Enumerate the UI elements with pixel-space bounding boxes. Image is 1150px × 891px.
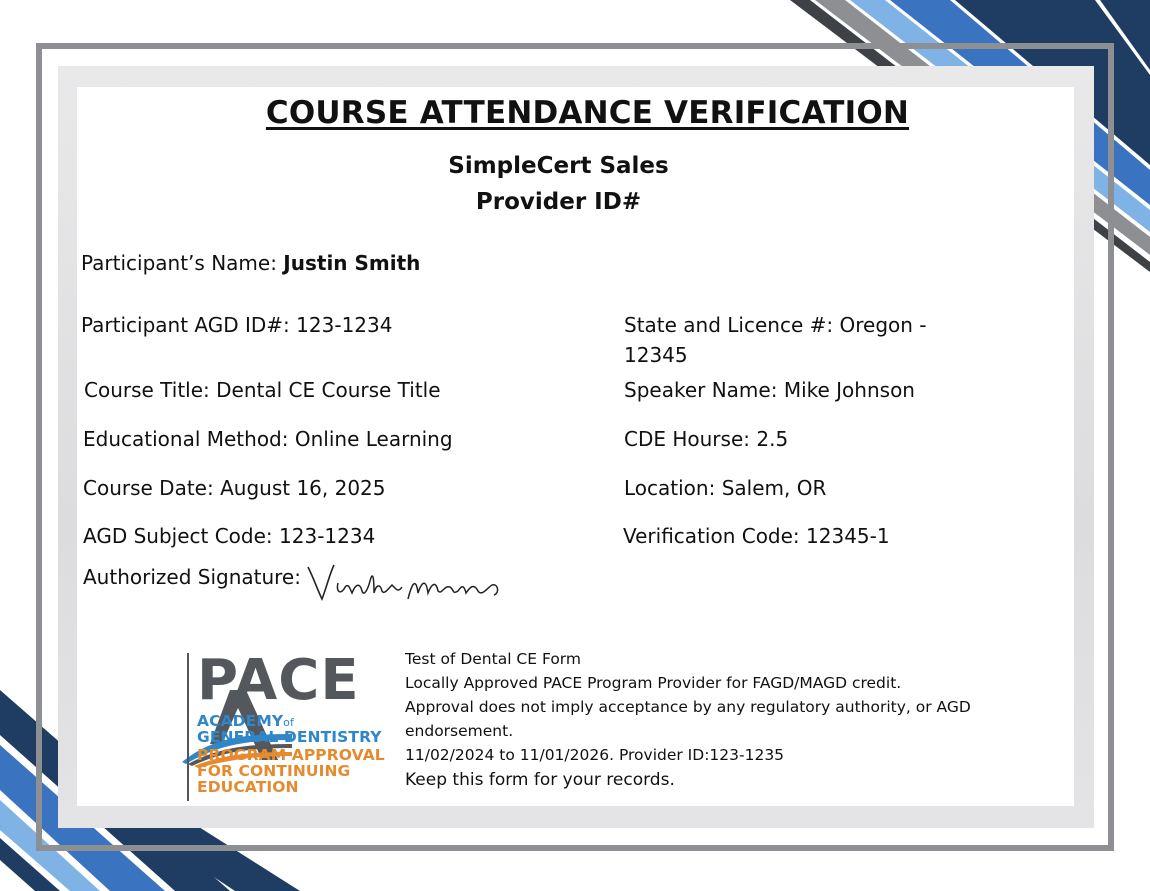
notes-line-1: Test of Dental CE Form [405,650,582,668]
approval-notes [405,647,985,792]
authorized-signature-field [83,562,301,592]
certificate-title: COURSE ATTENDANCE VERIFICATION [265,95,910,131]
state-license-value: Oregon - [839,313,927,337]
authorized-signature-label: Authorized Signature: [83,565,301,589]
participant-agd-id-field [81,310,392,340]
course-date-field [83,473,386,503]
participant-name-label: Participant’s Name: [81,251,277,275]
provider-block [77,148,1040,220]
course-date-label: Course Date: [83,476,214,500]
educational-method-label: Educational Method: [83,427,289,451]
provider-name: SimpleCert Sales [448,153,669,179]
verification-code-label: Verification Code: [623,524,800,548]
verification-code-value: 12345-1 [806,524,890,548]
certificate-card [77,87,1074,806]
location-value: Salem, OR [721,476,827,500]
course-title-field [84,375,441,405]
pace-general-dentistry: GENERAL DENTISTRY [197,728,382,746]
pace-academy-text: ACADEMY [197,712,284,730]
educational-method-field [83,424,453,454]
cde-hours-label: CDE Hourse: [624,427,750,451]
agd-subject-code-label: AGD Subject Code: [83,524,273,548]
notes-line-2: Locally Approved PACE Program Provider for FAGD/MAGD credit. [405,674,902,692]
participant-name-field [81,248,420,278]
course-date-value: August 16, 2025 [220,476,386,500]
educational-method-value: Online Learning [294,427,453,451]
pace-word: PACE [197,648,360,713]
participant-agd-id-value: 123-1234 [296,313,393,337]
cde-hours-field [624,424,788,454]
location-label: Location: [624,476,716,500]
pace-of-text: of [283,716,294,729]
speaker-name-value: Mike Johnson [783,378,915,402]
participant-agd-id-label: Participant AGD ID#: [81,313,290,337]
verification-code-field [623,521,890,551]
state-license-field [624,310,927,370]
cde-hours-value: 2.5 [756,427,789,451]
state-license-label: State and Licence #: [624,313,834,337]
agd-subject-code-field [83,521,375,551]
notes-keep-records: Keep this form for your records. [405,770,675,790]
signature-image [304,559,514,607]
notes-line-4: endorsement. [405,722,514,740]
course-title-label: Course Title: [84,378,210,402]
pace-divider [187,653,189,801]
state-license-number: 12345 [624,343,688,367]
course-title-value: Dental CE Course Title [216,378,441,402]
participant-name-value: Justin Smith [283,251,421,275]
speaker-name-label: Speaker Name: [624,378,778,402]
pace-for-continuing: FOR CONTINUING [197,762,351,780]
notes-line-5: 11/02/2024 to 11/01/2026. Provider ID:123-1235 [405,746,785,764]
pace-education: EDUCATION [197,778,299,796]
speaker-name-field [624,375,915,405]
location-field [624,473,826,503]
provider-id-label: Provider ID# [475,189,642,215]
agd-subject-code-value: 123-1234 [279,524,376,548]
notes-line-3: Approval does not imply acceptance by any regulatory authority, or AGD [405,698,971,716]
pace-program-approval: PROGRAM APPROVAL [197,746,385,764]
